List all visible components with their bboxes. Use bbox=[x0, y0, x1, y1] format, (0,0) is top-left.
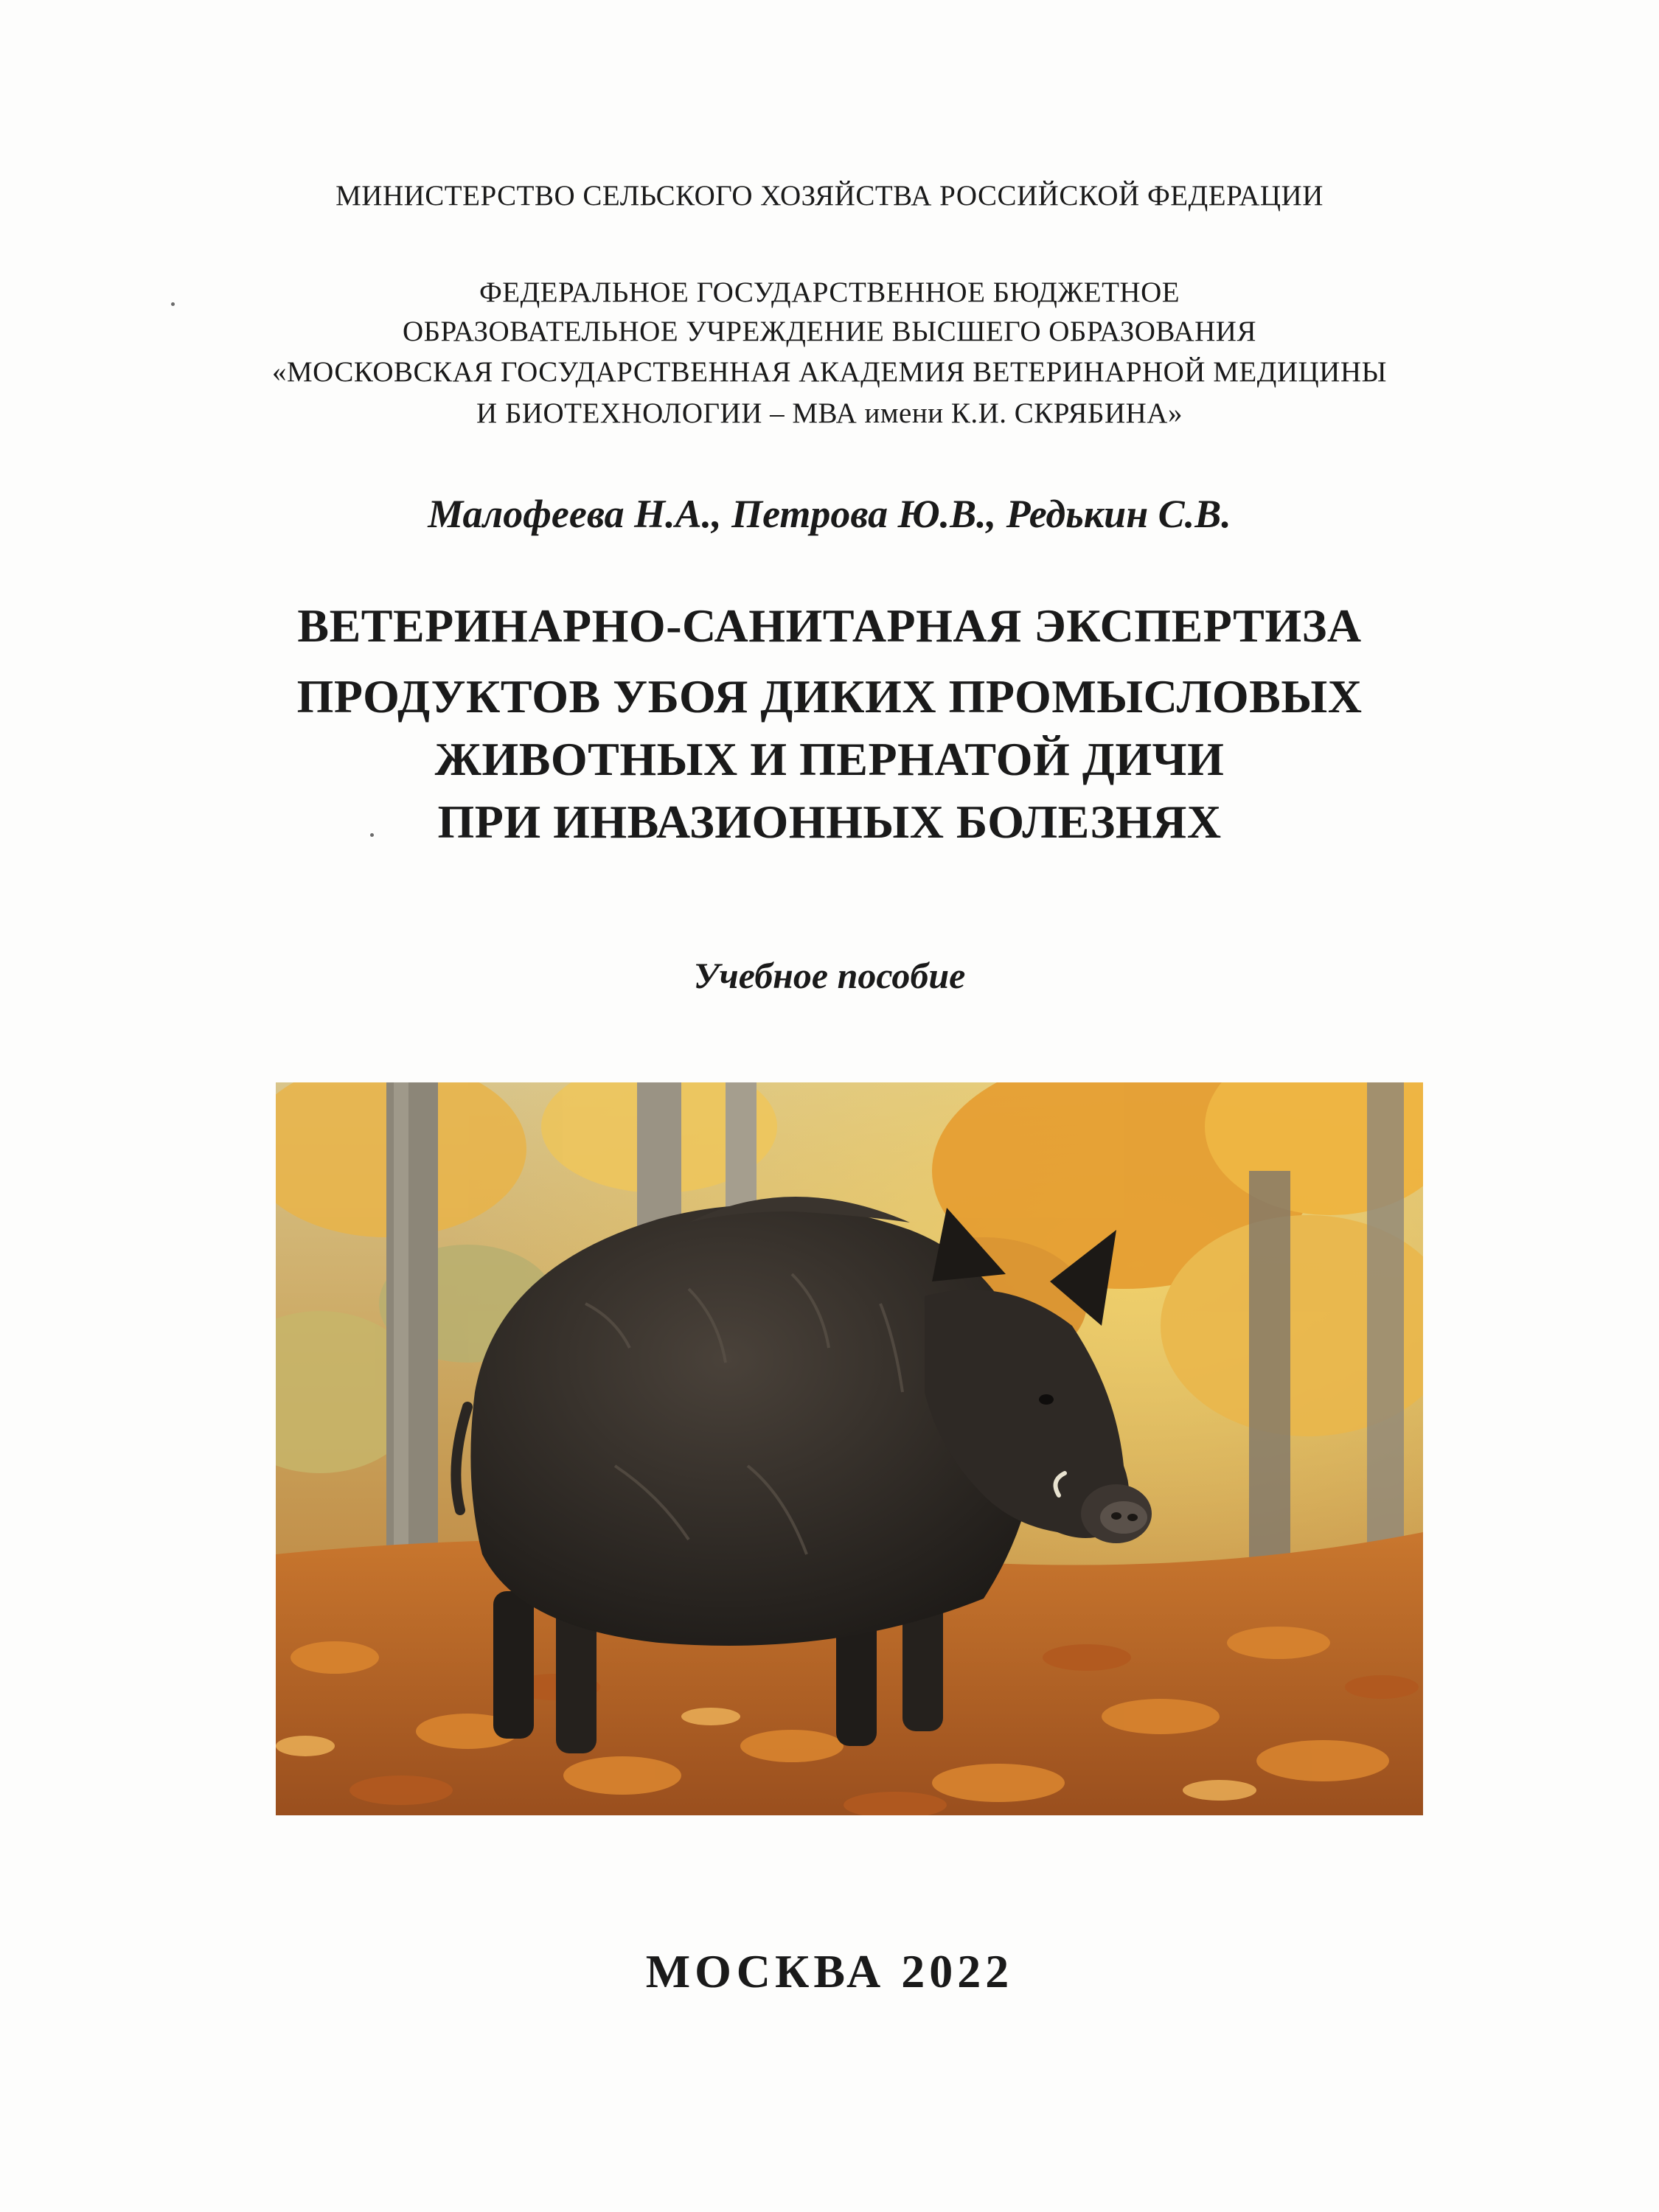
institution-line-1: ФЕДЕРАЛЬНОЕ ГОСУДАРСТВЕННОЕ БЮДЖЕТНОЕ bbox=[479, 276, 1180, 308]
book-title-line-3: ЖИВОТНЫХ И ПЕРНАТОЙ ДИЧИ bbox=[434, 733, 1225, 785]
wild-boar-photo bbox=[276, 1082, 1423, 1815]
city-year: МОСКВА 2022 bbox=[645, 1945, 1014, 1997]
book-title-line-2: ПРОДУКТОВ УБОЯ ДИКИХ ПРОМЫСЛОВЫХ bbox=[296, 670, 1363, 723]
book-subtitle: Учебное пособие bbox=[693, 955, 966, 996]
institution-line-4: И БИОТЕХНОЛОГИИ – МВА имени К.И. СКРЯБИНА» bbox=[476, 397, 1183, 429]
book-title-line-4: ПРИ ИНВАЗИОННЫХ БОЛЕЗНЯХ bbox=[437, 796, 1222, 848]
ministry-heading: МИНИСТЕРСТВО СЕЛЬСКОГО ХОЗЯЙСТВА РОССИЙСКОЙ ФЕДЕРАЦИИ bbox=[335, 180, 1324, 212]
authors: Малофеева Н.А., Петрова Ю.В., Редькин С.В. bbox=[428, 492, 1231, 536]
institution-line-2: ОБРАЗОВАТЕЛЬНОЕ УЧРЕЖДЕНИЕ ВЫСШЕГО ОБРАЗОВАНИЯ bbox=[403, 316, 1256, 347]
institution-line-3: «МОСКОВСКАЯ ГОСУДАРСТВЕННАЯ АКАДЕМИЯ ВЕТЕРИНАРНОЙ МЕДИЦИНЫ bbox=[272, 356, 1387, 388]
book-title-line-1: ВЕТЕРИНАРНО-САНИТАРНАЯ ЭКСПЕРТИЗА bbox=[297, 599, 1362, 652]
